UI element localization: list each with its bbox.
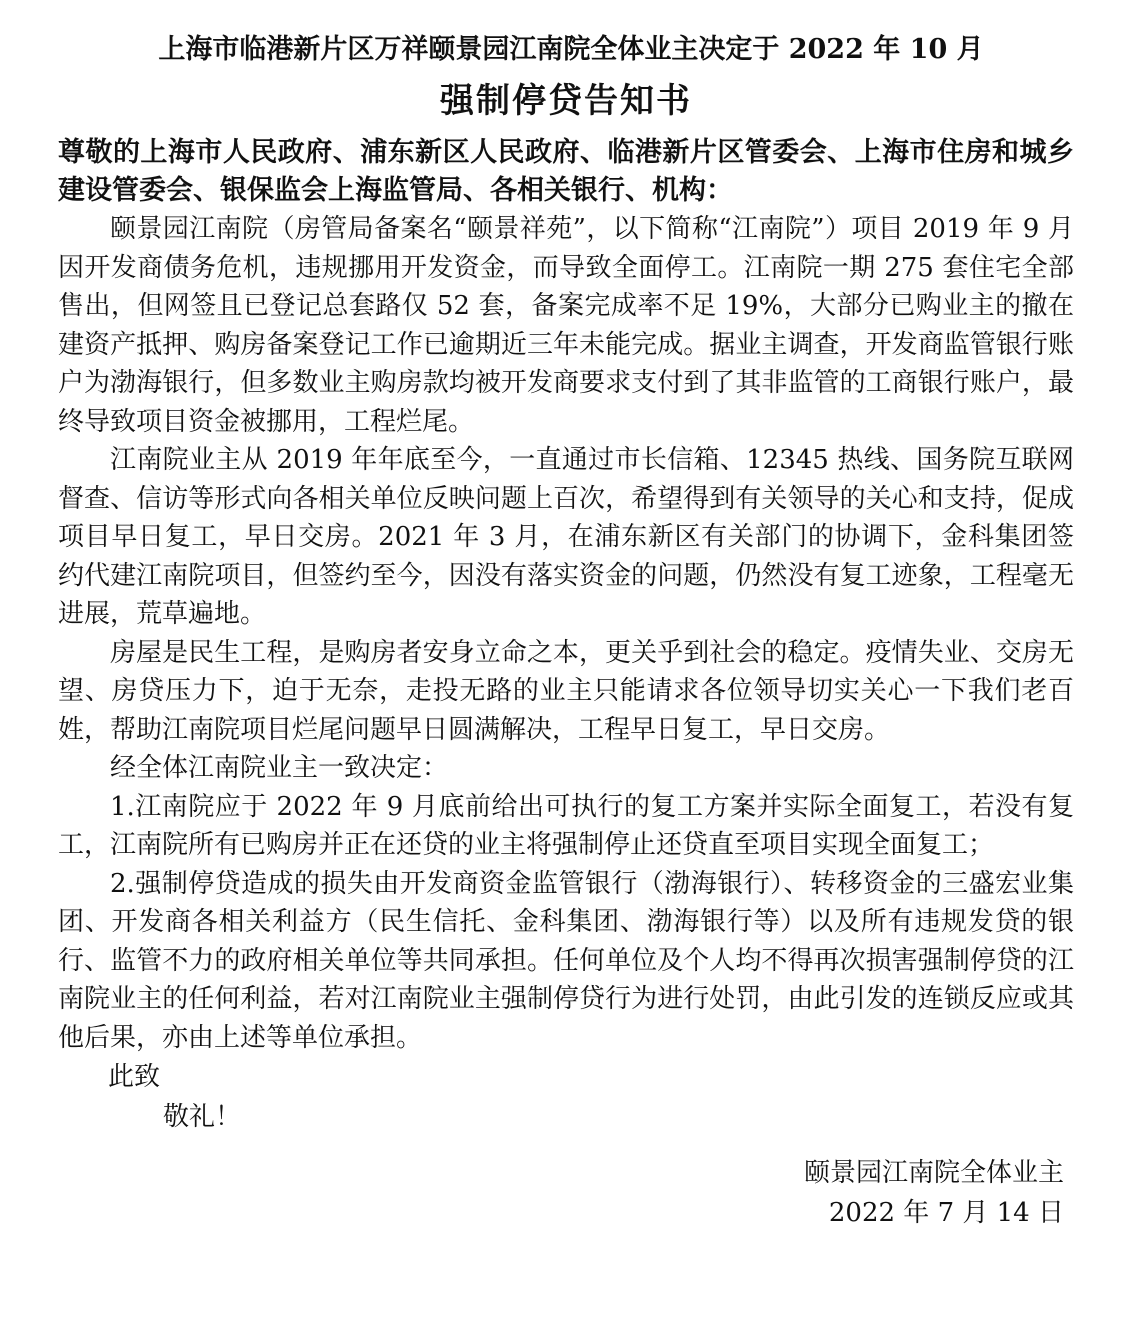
document-title-line1: 上海市临港新片区万祥颐景园江南院全体业主决定于 2022 年 10 月 <box>158 34 984 65</box>
signature-date: 2022 年 7 月 14 日 <box>828 1198 1064 1228</box>
body-paragraph-3: 房屋是民生工程，是购房者安身立命之本，更关乎到社会的稳定。疫情失业、交房无望、房贷压力下，迫于无奈，走投无路的业主只能请求各位领导切实关心一下我们老百姓，帮助江南院项目烂尾问题早日圆满解决，工程早日复工，早日交房。 <box>58 637 1074 745</box>
body-paragraph-1: 颐景园江南院（房管局备案名“颐景祥苑”，以下简称“江南院”）项目 2019 年 9 月因开发商债务危机，违规挪用开发资金，而导致全面停工。江南院一期 275 套住宅全部售出，但网签且已登记总套路仅 52 套，备案完成率不足 19%，大部分已购业主的撤在建资产抵押、购房备案登记工作已逾期近三年未能完成。据业主调查，开发商监管银行账户为渤海银行，但多数业主购房款均被开发商要求支付到了其非监管的工商银行账户，最终导致项目资金被挪用，工程烂尾。 <box>58 214 1074 437</box>
decision-item-1: 1.江南院应于 2022 年 9 月底前给出可执行的复工方案并实际全面复工，若没有复工，江南院所有已购房并正在还贷的业主将强制停止还贷直至项目实现全面复工； <box>58 791 1074 860</box>
decision-intro: 经全体江南院业主一致决定： <box>110 753 449 783</box>
body-paragraph-2: 江南院业主从 2019 年年底至今，一直通过市长信箱、12345 热线、国务院互联网督查、信访等形式向各相关单位反映问题上百次，希望得到有关领导的关心和支持，促成项目早日复工，早日交房。2021 年 3 月，在浦东新区有关部门的协调下，金科集团签约代建江南院项目，但签约至今，因没有落实资金的问题，仍然没有复工迹象，工程毫无进展，荒草遍地。 <box>58 445 1074 629</box>
document-title-main: 强制停贷告知书 <box>440 81 692 121</box>
closing-phrase: 此致 <box>108 1062 161 1092</box>
salutation: 尊敬的上海市人民政府、浦东新区人民政府、临港新片区管委会、上海市住房和城乡建设管委会、银保监会上海监管局、各相关银行、机构： <box>58 137 1074 206</box>
closing-salute: 敬礼！ <box>163 1102 242 1132</box>
decision-item-2: 2.强制停贷造成的损失由开发商资金监管银行（渤海银行）、转移资金的三盛宏业集团、开发商各相关利益方（民生信托、金科集团、渤海银行等）以及所有违规发贷的银行、监管不力的政府相关单位等共同承担。任何单位及个人均不得再次损害强制停贷的江南院业主的任何利益，若对江南院业主强制停贷行为进行处罚，由此引发的连锁反应或其他后果，亦由上述等单位承担。 <box>58 868 1074 1053</box>
signature-author: 颐景园江南院全体业主 <box>803 1158 1064 1188</box>
signature-block <box>58 1153 1074 1233</box>
